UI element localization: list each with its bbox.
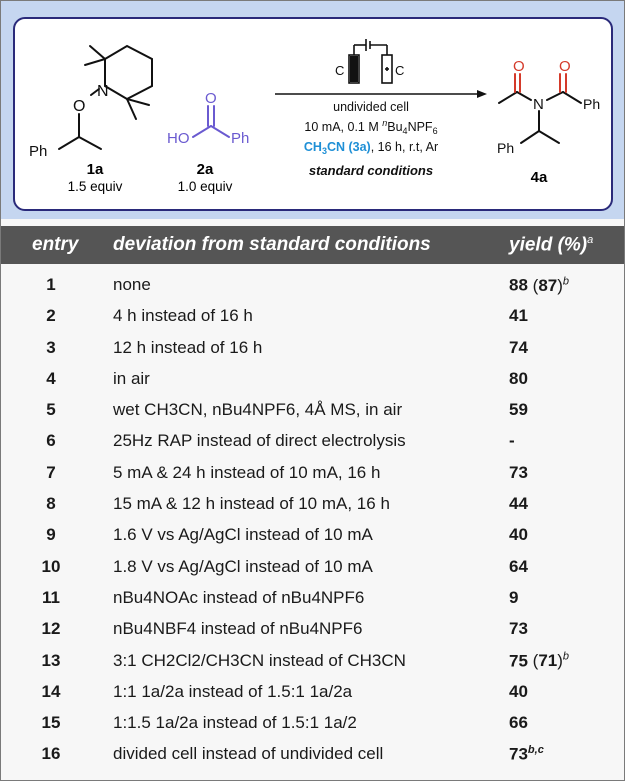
- deviation-text: 1.6 V vs Ag/AgCl instead of 10 mA: [113, 525, 373, 545]
- table-row: [1, 362, 624, 393]
- yield-value: 64: [509, 556, 528, 576]
- table-row: [1, 393, 624, 424]
- yield-value: 44: [509, 494, 528, 514]
- table-row: [1, 612, 624, 643]
- yield-value: 73: [509, 462, 528, 482]
- ho-label-2a: HO: [167, 130, 190, 147]
- ph1-label-4a: Ph: [583, 96, 601, 112]
- deviation-text: 3:1 CH2Cl2/CH3CN instead of CH3CN: [113, 650, 406, 670]
- reactant-1a-equiv: 1.5 equiv: [67, 179, 123, 194]
- yield-value: 73: [509, 619, 528, 639]
- entry-number: 15: [41, 713, 61, 733]
- entry-number: 11: [42, 587, 60, 607]
- table-header: [1, 226, 624, 264]
- o-label-2a: O: [205, 90, 217, 107]
- yield-value: -: [509, 431, 515, 451]
- anode-fill: [350, 56, 358, 82]
- product-4a-id: 4a: [530, 169, 548, 186]
- yield-value: 75 $(71)^b$: [509, 650, 570, 671]
- entry-number: 1: [46, 275, 56, 294]
- entry-number: 5: [46, 400, 56, 420]
- entry-number: 8: [46, 494, 56, 514]
- conditions-table: [1, 268, 624, 769]
- entry-number: 12: [41, 619, 61, 639]
- reaction-scheme: [13, 17, 613, 211]
- conditions-line2: 10 mA, 0.1 M $^nBu_4NPF_6$: [304, 118, 438, 136]
- conditions-line1: undivided cell: [333, 100, 409, 114]
- deviation-text: 4 h instead of 16 h: [113, 306, 253, 326]
- table-row: [1, 581, 624, 612]
- yield-value: 59: [509, 400, 528, 420]
- entry-number: 16: [41, 744, 61, 764]
- header-yield: yield (%)$^a$: [509, 234, 594, 256]
- table-row: [1, 268, 624, 299]
- yield-value: 74: [509, 337, 528, 357]
- ph-label-1a: Ph: [29, 143, 48, 160]
- deviation-text: 25Hz RAP instead of direct electrolysis: [113, 431, 406, 451]
- entry-number: 10: [41, 556, 61, 576]
- deviation-text: nBu4NBF4 instead of nBu4NPF6: [113, 619, 363, 639]
- reactant-2a-id: 2a: [196, 161, 214, 178]
- deviation-text: wet CH3CN, nBu4NPF6, 4Å MS, in air: [113, 400, 403, 420]
- reactant-2a-structure: [193, 106, 229, 137]
- table-row: [1, 550, 624, 581]
- reactant-1a-id: 1a: [86, 161, 104, 178]
- atom-n-1a: N: [97, 83, 109, 100]
- entry-number: 13: [41, 650, 61, 670]
- deviation-text: 5 mA & 24 h instead of 10 mA, 16 h: [113, 462, 381, 482]
- table-row: [1, 675, 624, 706]
- yield-value: 40: [509, 681, 528, 701]
- deviation-text: 12 h instead of 16 h: [113, 337, 263, 357]
- table-row: [1, 737, 624, 768]
- deviation-text: 1:1 1a/2a instead of 1.5:1 1a/2a: [113, 681, 353, 701]
- atom-o-1a: O: [73, 98, 86, 115]
- entry-number: 2: [46, 306, 56, 326]
- ph-label-2a: Ph: [231, 130, 250, 147]
- deviation-text: 1:1.5 1a/2a instead of 1.5:1 1a/2: [113, 713, 357, 733]
- table-row: [1, 424, 624, 455]
- header-entry: entry: [32, 234, 79, 255]
- table-row: [1, 518, 624, 549]
- deviation-text: in air: [113, 368, 150, 388]
- table-row: [1, 644, 624, 675]
- cell-right-label: C: [395, 63, 405, 78]
- table-row: [1, 706, 624, 737]
- entry-number: 4: [46, 368, 56, 388]
- table-row: [1, 487, 624, 518]
- yield-value: 40: [509, 525, 528, 545]
- yield-value: 73$^{b,c}$: [509, 744, 544, 765]
- entry-number: 3: [46, 337, 56, 357]
- conditions-caption: standard conditions: [308, 163, 434, 178]
- entry-number: 7: [46, 462, 56, 482]
- atom-o2-4a: O: [559, 58, 571, 75]
- table-row: [1, 299, 624, 330]
- arrow-head: [477, 90, 487, 98]
- deviation-text: divided cell instead of undivided cell: [113, 744, 384, 764]
- atom-n-4a: N: [533, 96, 544, 113]
- conditions-line3: $CH_3CN$ (3a), 16 h, r.t, Ar: [303, 140, 439, 156]
- yield-value: 66: [509, 713, 528, 733]
- entry-number: 14: [41, 681, 61, 701]
- deviation-text: none: [113, 275, 151, 294]
- deviation-text: 1.8 V vs Ag/AgCl instead of 10 mA: [113, 556, 373, 576]
- yield-value: 88 $(87)^b$: [509, 275, 570, 295]
- entry-number: 6: [46, 431, 56, 451]
- cell-left-label: C: [335, 63, 345, 78]
- ph2-label-4a: Ph: [497, 140, 515, 156]
- deviation-text: nBu4NOAc instead of nBu4NPF6: [113, 587, 365, 607]
- entry-number: 9: [46, 525, 56, 545]
- deviation-text: 15 mA & 12 h instead of 10 mA, 16 h: [113, 494, 390, 514]
- yield-value: 41: [509, 306, 528, 326]
- atom-o1-4a: O: [513, 58, 525, 75]
- reactant-2a-equiv: 1.0 equiv: [177, 179, 233, 194]
- table-row: [1, 331, 624, 362]
- header-deviation: deviation from standard conditions: [113, 234, 431, 255]
- yield-value: 9: [509, 587, 519, 607]
- yield-value: 80: [509, 368, 528, 388]
- table-row: [1, 456, 624, 487]
